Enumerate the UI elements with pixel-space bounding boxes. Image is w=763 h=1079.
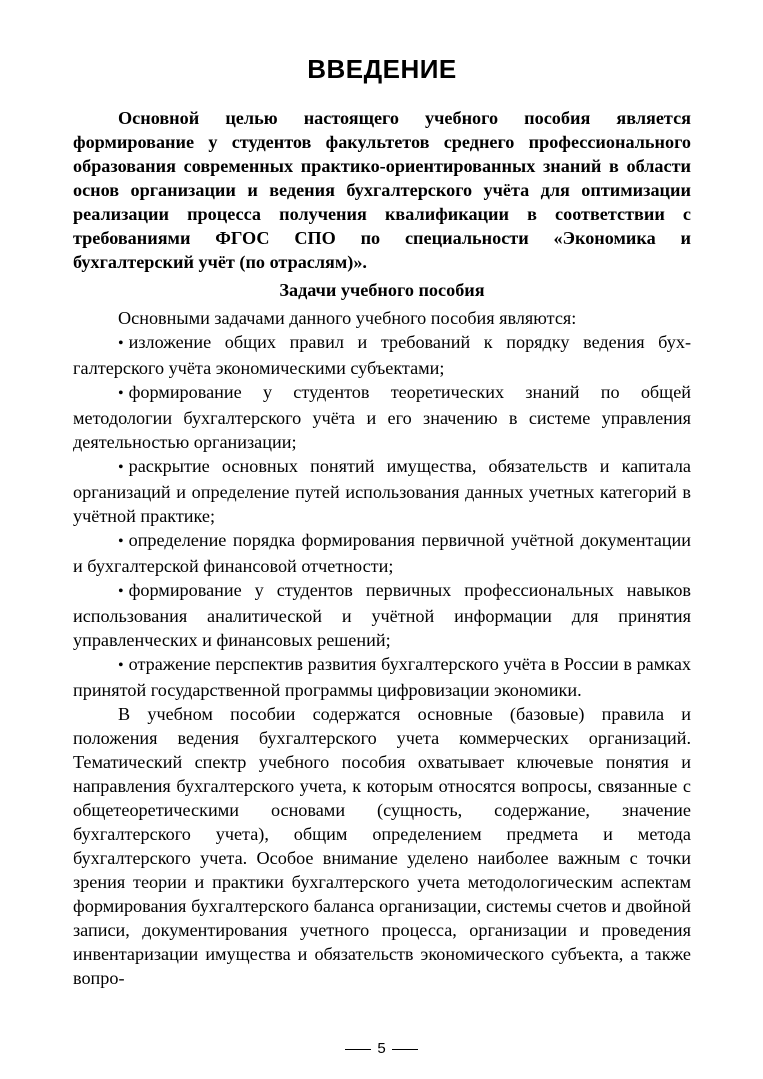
list-item bbox=[73, 454, 691, 528]
footer-dash-left bbox=[345, 1049, 371, 1050]
list-item bbox=[73, 528, 691, 578]
list-item bbox=[73, 330, 691, 380]
tasks-intro: Основными задачами данного учебного пособия являются: bbox=[118, 308, 577, 328]
page-number: 5 bbox=[377, 1040, 386, 1057]
list-item bbox=[73, 578, 691, 652]
bullet-icon: • bbox=[118, 385, 124, 402]
closing-paragraph: В учебном пособии содержатся основные (базовые) правила и положения ведения бухгалтерского учета коммерческих организаций. Тематический спектр учебного пособия охватывает ключевые понятия и направления бухгалтерского учета, к которым относятся вопросы, связанные с общетеоретическими основами (сущность, содержание, значение бухгалтерского учета), общим определением предмета и метода бухгалтерского учета. Особое внимание уделено наиболее важным с точки зрения теории и практики бухгалтерского учета методологическим аспектам формирования бухгалтерского баланса организации, системы счетов и двойной записи, документирования учетного процесса, организации и проведения инвентаризации имущества и обязательств экономического субъекта, а также вопро- bbox=[73, 704, 691, 988]
list-item-text: отражение перспектив развития бухгалтерского учёта в России в рамках принятой государственной программы цифровизации экономики. bbox=[73, 654, 691, 700]
list-item bbox=[73, 380, 691, 454]
tasks-heading: Задачи учебного пособия bbox=[279, 280, 485, 300]
bullet-icon: • bbox=[118, 533, 124, 550]
bullet-icon: • bbox=[118, 657, 124, 674]
list-item-text: формирование у студентов первичных профессиональных навыков использования аналитической и учётной информации для принятия управленческих и финансовых решений; bbox=[73, 580, 691, 650]
page-footer bbox=[0, 1040, 763, 1057]
footer-dash-right bbox=[392, 1049, 418, 1050]
page-title: ВВЕДЕНИЕ bbox=[307, 54, 457, 84]
tasks-list bbox=[73, 330, 691, 702]
intro-paragraph: Основной целью настоящего учебного пособия является формирование у студентов факультетов среднего профессионального образования современных практико-ориентированных знаний в области основ организации и ведения бухгалтерского учёта для оптимизации реализации процесса получения квалификации в соответствии с требованиями ФГОС СПО по специальности «Экономика и бухгалтерский учёт (по отраслям)». bbox=[73, 108, 691, 272]
bullet-icon: • bbox=[118, 459, 124, 476]
list-item-text: определение порядка формирования первичной учётной документации и бухгалтерской финансовой отчетности; bbox=[73, 530, 691, 576]
list-item-text: формирование у студентов теоретических знаний по общей методологии бухгалтерского учёта и его значению в системе управления деятельностью организации; bbox=[73, 382, 691, 452]
bullet-icon: • bbox=[118, 583, 124, 600]
list-item-text: раскрытие основных понятий имущества, обязательств и капитала организаций и определение путей использования данных учетных категорий в учётной практике; bbox=[73, 456, 691, 526]
document-page bbox=[73, 52, 691, 990]
list-item bbox=[73, 652, 691, 702]
list-item-text: изложение общих правил и требований к порядку ведения бухгалтерского учёта экономическими субъектами; bbox=[73, 332, 691, 378]
bullet-icon: • bbox=[118, 335, 124, 352]
